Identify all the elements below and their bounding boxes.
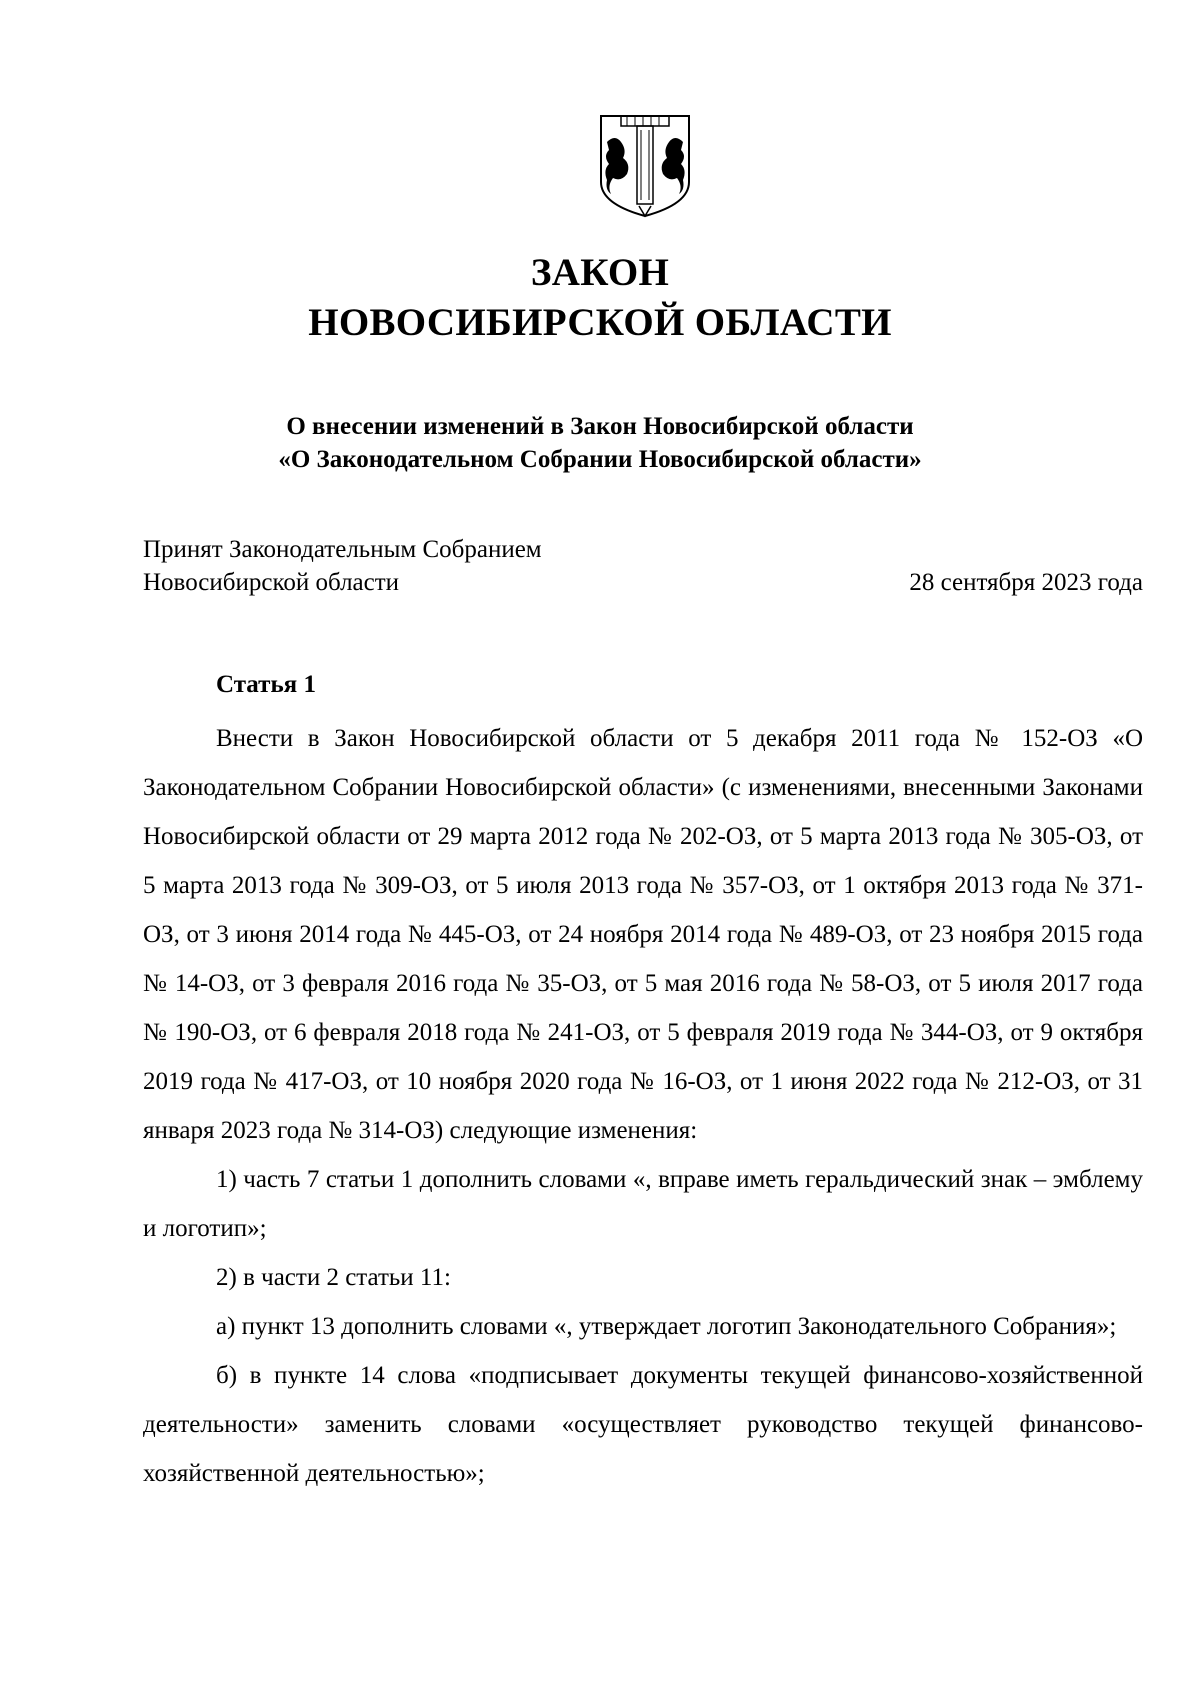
title-line-2: НОВОСИБИРСКОЙ ОБЛАСТИ: [308, 301, 892, 344]
adoption-line-1: Принят Законодательным Собранием: [143, 536, 542, 563]
article-paragraph: 2) в части 2 статьи 11:: [216, 1264, 451, 1291]
adoption-date: 28 сентября 2023 года: [909, 569, 1143, 596]
subtitle-line-1: О внесении изменений в Закон Новосибирской области: [286, 413, 914, 440]
law-title: [0, 248, 1200, 348]
novosibirsk-coat-of-arms-icon: [597, 112, 693, 220]
adoption-block: [143, 533, 1143, 599]
law-subtitle: [0, 410, 1200, 476]
article-paragraph: 1) часть 7 статьи 1 дополнить словами «, вправе иметь геральдический знак – эмблему и логотип»;: [143, 1166, 1143, 1242]
title-line-1: ЗАКОН: [530, 251, 670, 294]
adoption-line-2: Новосибирской области: [143, 569, 400, 596]
adoption-row: [143, 566, 1143, 599]
article-heading: Статья 1: [216, 671, 316, 698]
article-paragraph: б) в пункте 14 слова «подписывает документы текущей финансово-хозяйственной деятельности» заменить словами «осуществляет руководство текущей финансово-хозяйственной деятельностью»;: [143, 1362, 1143, 1487]
subtitle-line-2: «О Законодательном Собрании Новосибирской области»: [278, 446, 922, 473]
article-body: [143, 714, 1143, 1498]
article-paragraph: а) пункт 13 дополнить словами «, утверждает логотип Законодательного Собрания»;: [216, 1313, 1117, 1340]
article-paragraph: Внести в Закон Новосибирской области от 5 декабря 2011 года № 152-ОЗ «О Законодательном Собрании Новосибирской области» (с изменениями, внесенными Законами Новосибирской области от 29 марта 2012 года № 202-ОЗ, от 5 марта 2013 года № 305-ОЗ, от 5 марта 2013 года № 309-ОЗ, от 5 июля 2013 года № 357-ОЗ, от 1 октября 2013 года № 371-ОЗ, от 3 июня 2014 года № 445-ОЗ, от 24 ноября 2014 года № 489-ОЗ, от 23 ноября 2015 года № 14-ОЗ, от 3 февраля 2016 года № 35-ОЗ, от 5 мая 2016 года № 58-ОЗ, от 5 июля 2017 года № 190-ОЗ, от 6 февраля 2018 года № 241-ОЗ, от 5 февраля 2019 года № 344-ОЗ, от 9 октября 2019 года № 417-ОЗ, от 10 ноября 2020 года № 16-ОЗ, от 1 июня 2022 года № 212-ОЗ, от 31 января 2023 года № 314-ОЗ) следующие изменения:: [143, 725, 1143, 1144]
